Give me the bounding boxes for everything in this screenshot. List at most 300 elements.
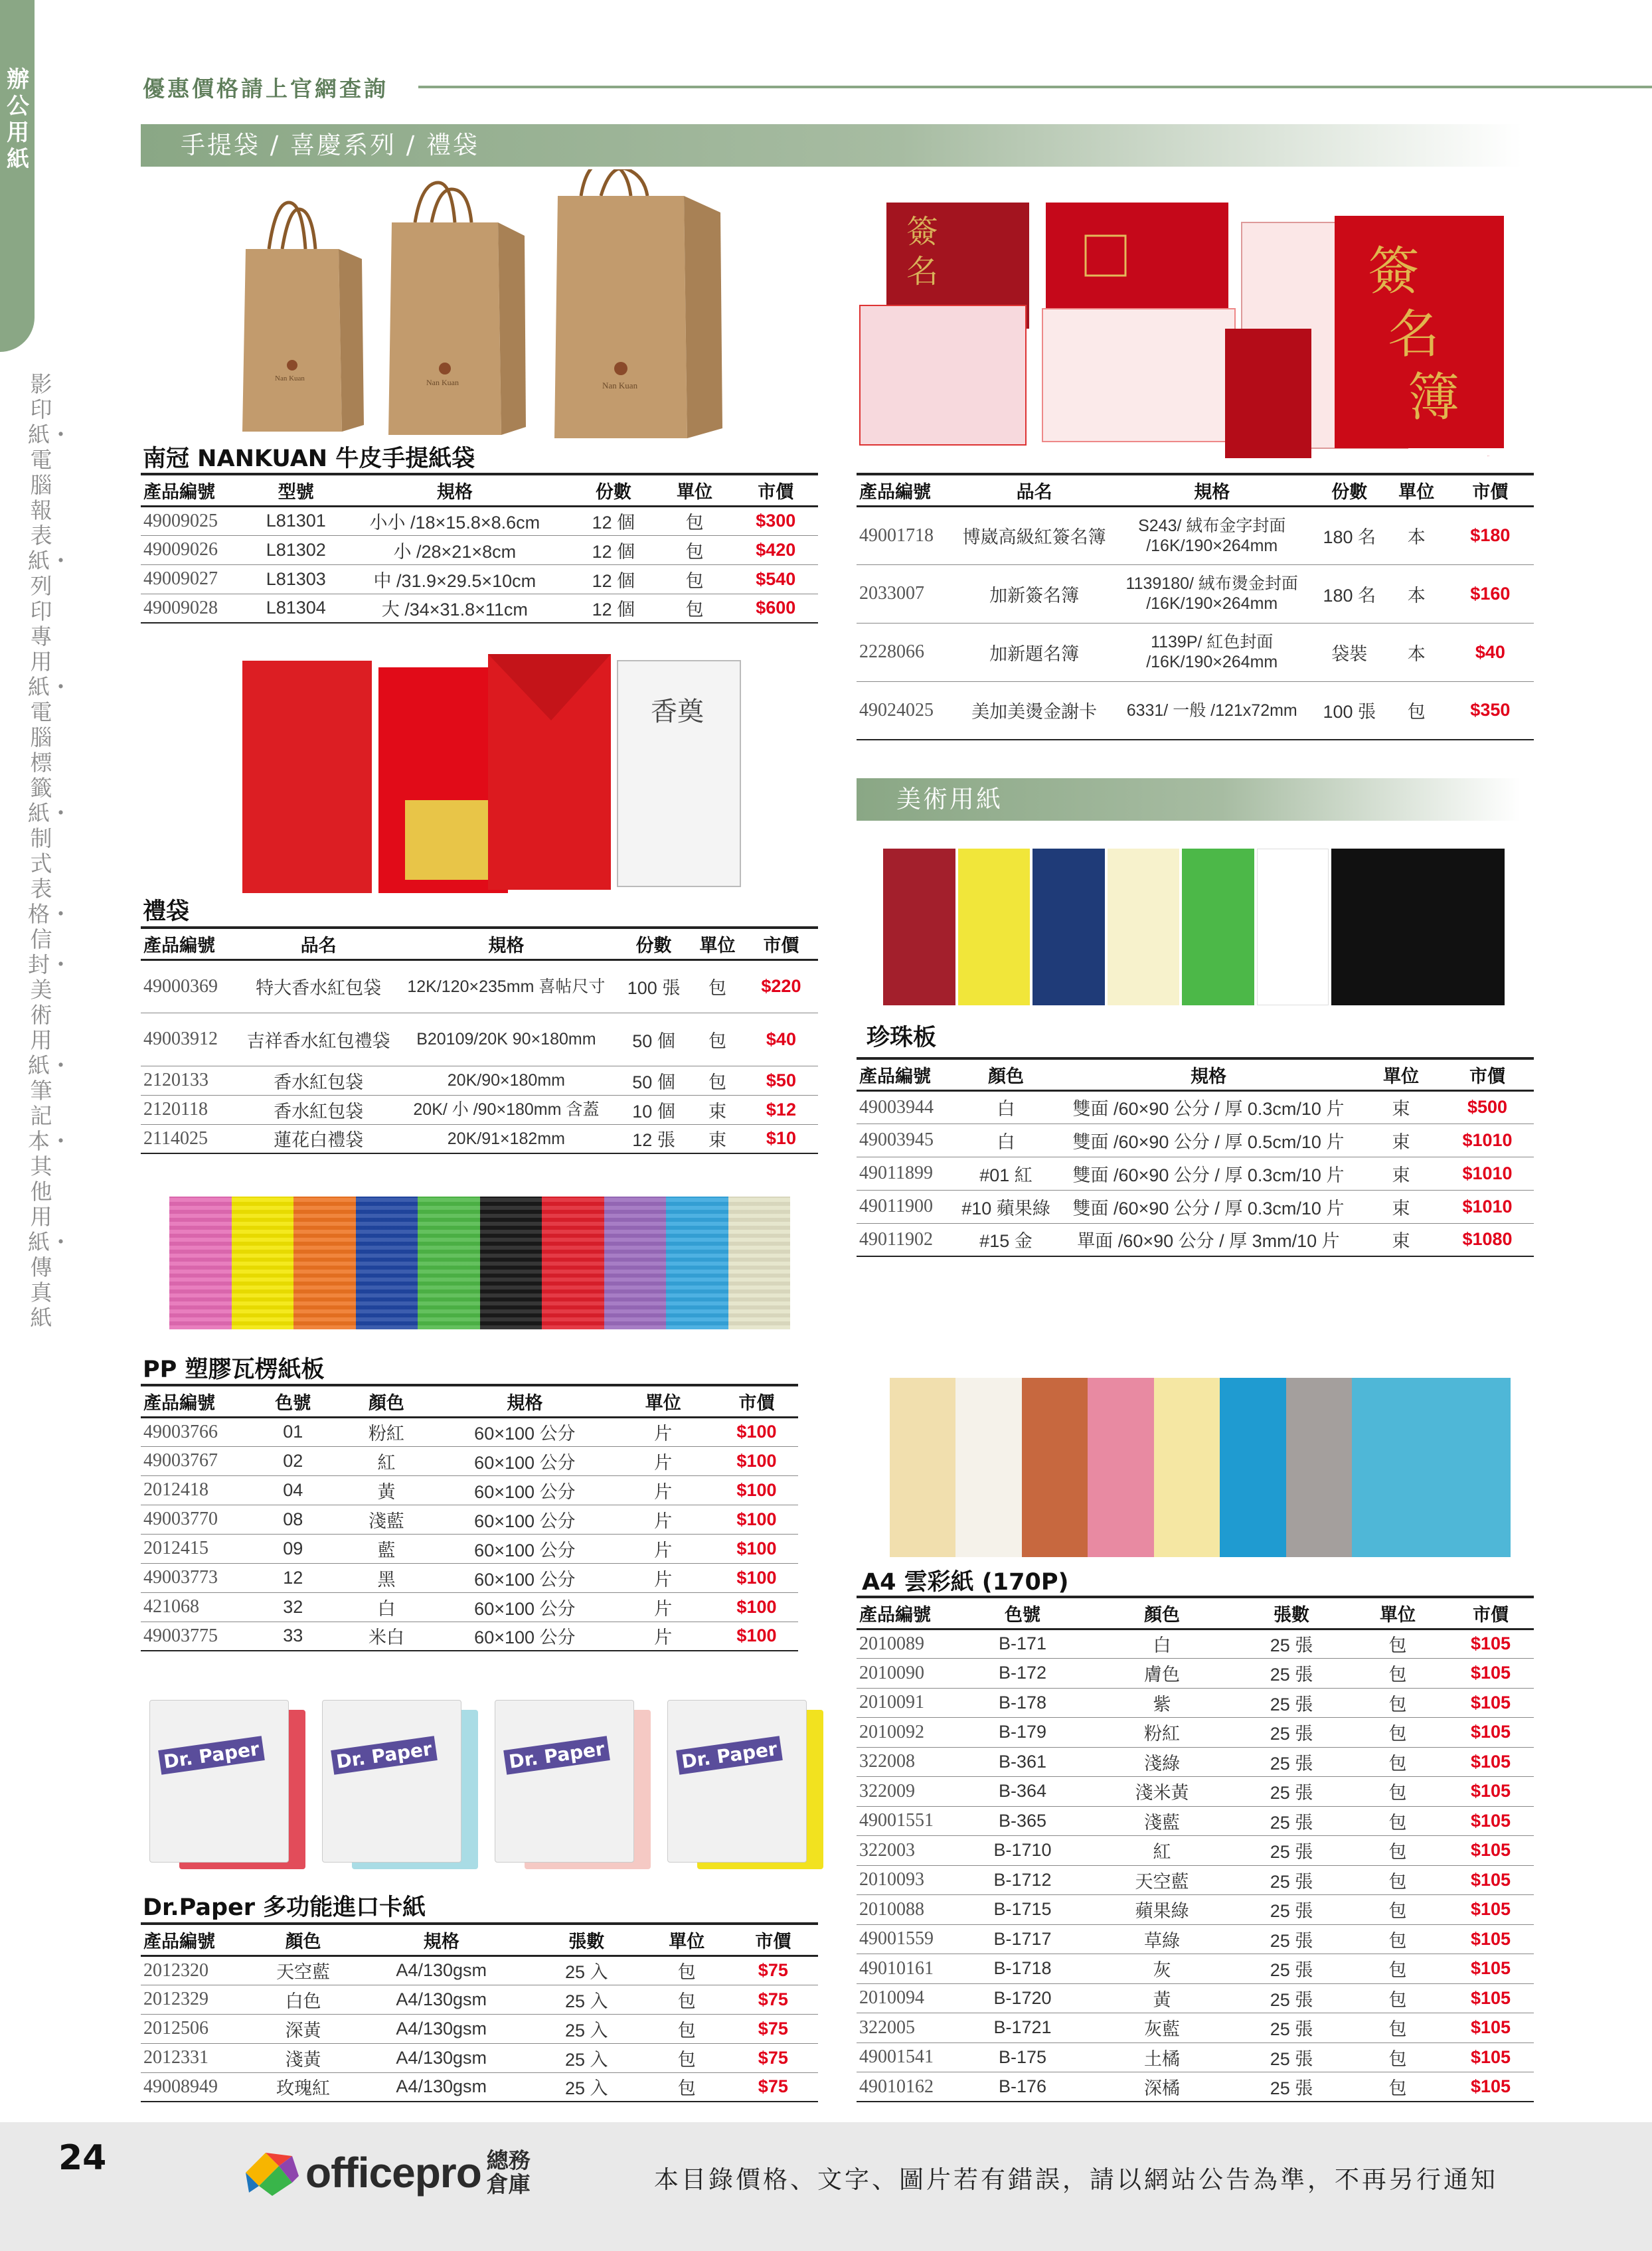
table-header-row <box>141 1385 798 1417</box>
cell: 包 <box>656 594 734 623</box>
cell: 包 <box>1348 1983 1447 2013</box>
cell-price: $100 <box>715 1505 798 1534</box>
cell-price: $12 <box>744 1095 818 1124</box>
cell: 白 <box>335 1592 438 1622</box>
cell: 25 張 <box>1235 2013 1348 2043</box>
cell: 60×100 公分 <box>438 1446 612 1475</box>
cell: 灰 <box>1089 1954 1235 1984</box>
cell: 天空藍 <box>252 1956 355 1985</box>
col-unit: 單位 <box>645 1924 728 1956</box>
cell: 180 名 <box>1313 564 1386 623</box>
cell: 包 <box>645 2043 728 2072</box>
table-row <box>857 506 1534 564</box>
col-qty: 份數 <box>617 928 691 959</box>
col-unit: 單位 <box>612 1385 715 1417</box>
cell: 60×100 公分 <box>438 1592 612 1622</box>
cell: 20K/91×182mm <box>396 1124 617 1153</box>
cell: B-1718 <box>956 1954 1089 1984</box>
cell-price: $75 <box>728 1956 818 1985</box>
table-row <box>857 1865 1534 1895</box>
cell: A4/130gsm <box>355 1985 528 2014</box>
cell-code: 2012415 <box>141 1534 252 1563</box>
cell: 包 <box>645 1956 728 1985</box>
cell-code: 2010092 <box>857 1718 956 1748</box>
cell: 包 <box>1348 1629 1447 1659</box>
cell: 包 <box>1348 2013 1447 2043</box>
table-row <box>141 594 818 623</box>
drpaper-image: Dr. Paper Dr. Paper Dr. Paper Dr. Paper <box>146 1697 837 1876</box>
cell: 25 張 <box>1235 1659 1348 1689</box>
cell: #01 紅 <box>956 1157 1056 1190</box>
cell: 本 <box>1386 564 1447 623</box>
cell-price: $105 <box>1447 1954 1534 1984</box>
cell: 60×100 公分 <box>438 1475 612 1505</box>
cell-price: $300 <box>734 506 819 535</box>
color-swatch <box>169 1197 232 1329</box>
cell-code: 2010089 <box>857 1629 956 1659</box>
cell: 25 入 <box>528 2072 645 2102</box>
cell: 包 <box>1348 1954 1447 1984</box>
cell: 片 <box>612 1417 715 1446</box>
color-swatch <box>955 1378 1021 1557</box>
col-qty: 份數 <box>571 474 656 506</box>
table-row <box>141 2043 818 2072</box>
cell-price: $105 <box>1447 1836 1534 1866</box>
cell: 包 <box>1348 2043 1447 2072</box>
table-row <box>141 1985 818 2014</box>
cell: 包 <box>645 2014 728 2043</box>
table-row <box>141 1417 798 1446</box>
cell-price: $1080 <box>1441 1223 1534 1256</box>
cell-price: $105 <box>1447 1924 1534 1954</box>
cell-code: 2010088 <box>857 1895 956 1925</box>
cell-code: 49008949 <box>141 2072 252 2102</box>
cell-price: $1010 <box>1441 1157 1534 1190</box>
cell: 包 <box>656 506 734 535</box>
envelope-label: 香奠 <box>651 697 704 727</box>
table-row <box>141 1534 798 1563</box>
col-qty: 份數 <box>1313 474 1386 506</box>
cell: 米白 <box>335 1622 438 1651</box>
cell-code: 49003773 <box>141 1563 252 1592</box>
cell: 淺藍 <box>1089 1806 1235 1836</box>
cell-code: 49003912 <box>141 1013 241 1066</box>
col-spec: 規格 <box>355 1924 528 1956</box>
cell: B-361 <box>956 1747 1089 1777</box>
table-row <box>857 1895 1534 1925</box>
cell-code: 2012418 <box>141 1475 252 1505</box>
table-row <box>141 564 818 594</box>
table-row <box>857 2043 1534 2072</box>
page-number: 24 <box>58 2138 107 2178</box>
cell: 吉祥香水紅包禮袋 <box>241 1013 395 1066</box>
table-row <box>141 1475 798 1505</box>
cell: 白 <box>956 1124 1056 1157</box>
cell-code: 2228066 <box>857 623 957 681</box>
col-color: 顏色 <box>252 1924 355 1956</box>
cell-price: $420 <box>734 535 819 564</box>
color-swatch <box>883 849 955 1005</box>
cell: 粉紅 <box>1089 1718 1235 1748</box>
cell: L81303 <box>254 564 339 594</box>
table-row <box>857 1777 1534 1807</box>
cell: 02 <box>252 1446 335 1475</box>
cell: 黃 <box>335 1475 438 1505</box>
table-row <box>857 1718 1534 1748</box>
pearl-table <box>857 1057 1534 1257</box>
svg-text:簿: 簿 <box>1408 368 1460 428</box>
color-swatch <box>728 1197 791 1329</box>
cell-price: $75 <box>728 2043 818 2072</box>
cell: L81302 <box>254 535 339 564</box>
cell: 雙面 /60×90 公分 / 厚 0.3cm/10 片 <box>1056 1090 1361 1124</box>
cell: 淺綠 <box>1089 1747 1235 1777</box>
cell-price: $105 <box>1447 1777 1534 1807</box>
color-swatch <box>480 1197 542 1329</box>
cell: A4/130gsm <box>355 2043 528 2072</box>
side-category-list: 影印紙・電腦報表紙・列印專用紙・電腦標籤紙・制式表格・信封・美術用紙・筆記本・其他用紙・傳真紙 <box>28 371 72 1331</box>
cell: 25 張 <box>1235 1954 1348 1984</box>
cell: 25 張 <box>1235 1777 1348 1807</box>
cell: 25 張 <box>1235 1718 1348 1748</box>
cell: 25 張 <box>1235 1895 1348 1925</box>
col-name: 品名 <box>957 474 1111 506</box>
cell-code: 49009027 <box>141 564 254 594</box>
svg-text:名: 名 <box>906 253 939 290</box>
cell: 片 <box>612 1446 715 1475</box>
cell-code: 2010093 <box>857 1865 956 1895</box>
cell-code: 2012320 <box>141 1956 252 1985</box>
cell: 包 <box>1348 1924 1447 1954</box>
cell: 黑 <box>335 1563 438 1592</box>
col-code: 產品編號 <box>141 928 241 959</box>
cell: B-1717 <box>956 1924 1089 1954</box>
a4-title: A4 雲彩紙 (170P) <box>862 1569 1069 1596</box>
table-row <box>857 1190 1534 1223</box>
col-spec: 規格 <box>1056 1058 1361 1090</box>
cell-price: $105 <box>1447 1806 1534 1836</box>
color-swatch <box>1257 849 1329 1005</box>
cell: 束 <box>1361 1124 1441 1157</box>
red-envelopes-image <box>239 647 817 910</box>
cell: S243/ 絨布金字封面 /16K/190×264mm <box>1112 506 1313 564</box>
col-code: 產品編號 <box>141 1924 252 1956</box>
table-row <box>141 1013 818 1066</box>
cell: 25 張 <box>1235 1747 1348 1777</box>
pp-title: PP 塑膠瓦楞紙板 <box>143 1357 325 1383</box>
cell: 25 張 <box>1235 1924 1348 1954</box>
cell-code: 2120118 <box>141 1095 241 1124</box>
cell-code: 49024025 <box>857 681 957 740</box>
drpaper-table <box>141 1922 818 2102</box>
cell: 25 入 <box>528 1985 645 2014</box>
cell: 12 個 <box>571 594 656 623</box>
a4-cloud-paper-swatches <box>890 1378 1511 1557</box>
cell: 蓮花白禮袋 <box>241 1124 395 1153</box>
cell: #10 蘋果綠 <box>956 1190 1056 1223</box>
col-price: 市價 <box>1447 474 1534 506</box>
cell: 片 <box>612 1534 715 1563</box>
cell: 包 <box>1348 1747 1447 1777</box>
cell: 土橘 <box>1089 2043 1235 2072</box>
pearl-board-swatches <box>883 849 1507 1005</box>
pearl-title: 珍珠板 <box>867 1025 937 1051</box>
cell: 粉紅 <box>335 1417 438 1446</box>
cell: 加新題名簿 <box>957 623 1111 681</box>
table-row <box>857 1747 1534 1777</box>
cell: B-364 <box>956 1777 1089 1807</box>
cell-code: 49003945 <box>857 1124 956 1157</box>
cell-price: $105 <box>1447 2072 1534 2102</box>
cell: 包 <box>1348 1659 1447 1689</box>
cell: 加新簽名簿 <box>957 564 1111 623</box>
table-row <box>141 1505 798 1534</box>
cell: 25 張 <box>1235 1629 1348 1659</box>
cell-code: 2010090 <box>857 1659 956 1689</box>
cell: 60×100 公分 <box>438 1505 612 1534</box>
cell: 1139180/ 絨布燙金封面 /16K/190×264mm <box>1112 564 1313 623</box>
cell-price: $180 <box>1447 506 1534 564</box>
cell-code: 322008 <box>857 1747 956 1777</box>
cell: L81304 <box>254 594 339 623</box>
cell-price: $75 <box>728 1985 818 2014</box>
cell: 包 <box>1348 2072 1447 2102</box>
color-swatch <box>293 1197 356 1329</box>
cell-price: $105 <box>1447 1895 1534 1925</box>
svg-text:Nan Kuan: Nan Kuan <box>602 380 638 390</box>
cell-price: $105 <box>1447 1865 1534 1895</box>
col-price: 市價 <box>1441 1058 1534 1090</box>
cell-code: 2010094 <box>857 1983 956 2013</box>
table-row <box>857 1806 1534 1836</box>
color-swatch <box>666 1197 728 1329</box>
col-qty: 張數 <box>1235 1597 1348 1629</box>
svg-text:Nan Kuan: Nan Kuan <box>426 378 459 387</box>
cell: 紅 <box>335 1446 438 1475</box>
svg-text:簽: 簽 <box>1368 242 1420 301</box>
col-code: 產品編號 <box>857 1597 956 1629</box>
cell: 博崴高級紅簽名簿 <box>957 506 1111 564</box>
cell: 雙面 /60×90 公分 / 厚 0.5cm/10 片 <box>1056 1124 1361 1157</box>
cell: 100 張 <box>1313 681 1386 740</box>
col-unit: 單位 <box>1348 1597 1447 1629</box>
cell-price: $100 <box>715 1592 798 1622</box>
cell: 25 張 <box>1235 1865 1348 1895</box>
color-swatch <box>1022 1378 1088 1557</box>
color-swatch <box>356 1197 418 1329</box>
cell-code: 2120133 <box>141 1066 241 1095</box>
cell: 白 <box>956 1090 1056 1124</box>
cell-price: $105 <box>1447 1629 1534 1659</box>
cell: 100 張 <box>617 959 691 1013</box>
cell: 12 個 <box>571 535 656 564</box>
cell: 淺米黃 <box>1089 1777 1235 1807</box>
cell: 雙面 /60×90 公分 / 厚 0.3cm/10 片 <box>1056 1157 1361 1190</box>
cell: 1139P/ 紅色封面 /16K/190×264mm <box>1112 623 1313 681</box>
color-swatch <box>1286 1378 1352 1557</box>
cell-price: $350 <box>1447 681 1534 740</box>
cell: 香水紅包袋 <box>241 1066 395 1095</box>
cell-code: 49003944 <box>857 1090 956 1124</box>
cell-price: $10 <box>744 1124 818 1153</box>
cell-code: 49003767 <box>141 1446 252 1475</box>
color-swatch <box>890 1378 955 1557</box>
table-row <box>857 1954 1534 1984</box>
col-color: 顏色 <box>956 1058 1056 1090</box>
table-row <box>857 1983 1534 2013</box>
table-header-row <box>141 474 818 506</box>
cell: 50 個 <box>617 1013 691 1066</box>
lidai-table <box>141 926 818 1154</box>
price-notice: 優惠價格請上官網查詢 <box>143 76 388 102</box>
cell: 淺黃 <box>252 2043 355 2072</box>
table-row <box>141 2014 818 2043</box>
cell: 25 張 <box>1235 1806 1348 1836</box>
cell-code: 49001718 <box>857 506 957 564</box>
col-code: 產品編號 <box>857 1058 956 1090</box>
table-row <box>141 1592 798 1622</box>
table-header-row <box>141 1924 818 1956</box>
table-row <box>857 1090 1534 1124</box>
cell: 黃 <box>1089 1983 1235 2013</box>
cell-code: 49001541 <box>857 2043 956 2072</box>
cell-price: $40 <box>1447 623 1534 681</box>
cell: 束 <box>691 1124 744 1153</box>
cell: 雙面 /60×90 公分 / 厚 0.3cm/10 片 <box>1056 1190 1361 1223</box>
col-unit: 單位 <box>1361 1058 1441 1090</box>
cell: 25 張 <box>1235 1836 1348 1866</box>
color-swatch <box>1220 1378 1285 1557</box>
col-qty: 張數 <box>528 1924 645 1956</box>
color-swatch <box>232 1197 294 1329</box>
cell: 草綠 <box>1089 1924 1235 1954</box>
cell-code: 2114025 <box>141 1124 241 1153</box>
col-spec: 規格 <box>438 1385 612 1417</box>
cell-price: $600 <box>734 594 819 623</box>
cell: B-171 <box>956 1629 1089 1659</box>
pp-board-swatches <box>169 1197 790 1329</box>
table-header-row <box>141 928 818 959</box>
cell: 60×100 公分 <box>438 1563 612 1592</box>
guestbook-table <box>857 473 1534 740</box>
cell-code: 421068 <box>141 1592 252 1622</box>
svg-text:簽: 簽 <box>906 213 939 250</box>
color-swatch <box>418 1197 480 1329</box>
cell: 束 <box>691 1095 744 1124</box>
col-colorno: 色號 <box>252 1385 335 1417</box>
cell: 本 <box>1386 506 1447 564</box>
cell-code: 2010091 <box>857 1688 956 1718</box>
officepro-logo: officepro 總務 倉庫 <box>239 2146 531 2199</box>
cell: B-1721 <box>956 2013 1089 2043</box>
cell-code: 2033007 <box>857 564 957 623</box>
color-swatch <box>1108 849 1180 1005</box>
cell-price: $105 <box>1447 1718 1534 1748</box>
side-tab-label: 辦公用紙 <box>7 66 29 173</box>
cell: 包 <box>1348 1865 1447 1895</box>
cell-code: 49000369 <box>141 959 241 1013</box>
table-row <box>857 1223 1534 1256</box>
cell: B-178 <box>956 1688 1089 1718</box>
col-unit: 單位 <box>1386 474 1447 506</box>
cell: 包 <box>1348 1836 1447 1866</box>
officepro-logo-icon <box>239 2146 305 2199</box>
cell: 袋裝 <box>1313 623 1386 681</box>
table-header-row <box>857 1597 1534 1629</box>
cell: 束 <box>1361 1090 1441 1124</box>
cell-code: 49010162 <box>857 2072 956 2102</box>
col-price: 市價 <box>734 474 819 506</box>
table-row <box>857 623 1534 681</box>
cell: 10 個 <box>617 1095 691 1124</box>
cell-code: 49009025 <box>141 506 254 535</box>
col-color: 顏色 <box>335 1385 438 1417</box>
cell: 包 <box>656 564 734 594</box>
cell-price: $105 <box>1447 1983 1534 2013</box>
table-row <box>857 1124 1534 1157</box>
color-swatch <box>1154 1378 1220 1557</box>
table-row <box>141 1066 818 1095</box>
col-name: 品名 <box>241 928 395 959</box>
cell-price: $75 <box>728 2072 818 2102</box>
cell-price: $100 <box>715 1475 798 1505</box>
cell: 25 張 <box>1235 1688 1348 1718</box>
cell: #15 金 <box>956 1223 1056 1256</box>
cell-price: $1010 <box>1441 1190 1534 1223</box>
cell-code: 2012331 <box>141 2043 252 2072</box>
cell: 灰藍 <box>1089 2013 1235 2043</box>
cell-code: 2012329 <box>141 1985 252 2014</box>
cell: L81301 <box>254 506 339 535</box>
cell-price: $75 <box>728 2014 818 2043</box>
cell: 包 <box>691 1066 744 1095</box>
cell-code: 49011899 <box>857 1157 956 1190</box>
cell: 片 <box>612 1563 715 1592</box>
cell: 180 名 <box>1313 506 1386 564</box>
table-header-row <box>857 1058 1534 1090</box>
cell-price: $50 <box>744 1066 818 1095</box>
cell: 09 <box>252 1534 335 1563</box>
cell-price: $100 <box>715 1446 798 1475</box>
cell-code: 49009026 <box>141 535 254 564</box>
cell-price: $500 <box>1441 1090 1534 1124</box>
color-swatch <box>542 1197 604 1329</box>
cell: B20109/20K 90×180mm <box>396 1013 617 1066</box>
cell: 包 <box>645 1985 728 2014</box>
cell: 25 入 <box>528 2014 645 2043</box>
cell: 20K/ 小 /90×180mm 含蓋 <box>396 1095 617 1124</box>
cell: 束 <box>1361 1190 1441 1223</box>
cell: 紫 <box>1089 1688 1235 1718</box>
cell: 01 <box>252 1417 335 1446</box>
cell: 12K/120×235mm 喜帖尺寸 <box>396 959 617 1013</box>
cell: 淺藍 <box>335 1505 438 1534</box>
cell: 白 <box>1089 1629 1235 1659</box>
cell: 中 /31.9×29.5×10cm <box>339 564 572 594</box>
table-row <box>857 2072 1534 2102</box>
cell-code: 49001551 <box>857 1806 956 1836</box>
cell-code: 322005 <box>857 2013 956 2043</box>
pp-table <box>141 1384 798 1651</box>
cell: 天空藍 <box>1089 1865 1235 1895</box>
cell: B-179 <box>956 1718 1089 1748</box>
cell: 08 <box>252 1505 335 1534</box>
cell-price: $105 <box>1447 2043 1534 2072</box>
table-row <box>857 1157 1534 1190</box>
cell-code: 322003 <box>857 1836 956 1866</box>
cell-price: $100 <box>715 1563 798 1592</box>
cell: 33 <box>252 1622 335 1651</box>
